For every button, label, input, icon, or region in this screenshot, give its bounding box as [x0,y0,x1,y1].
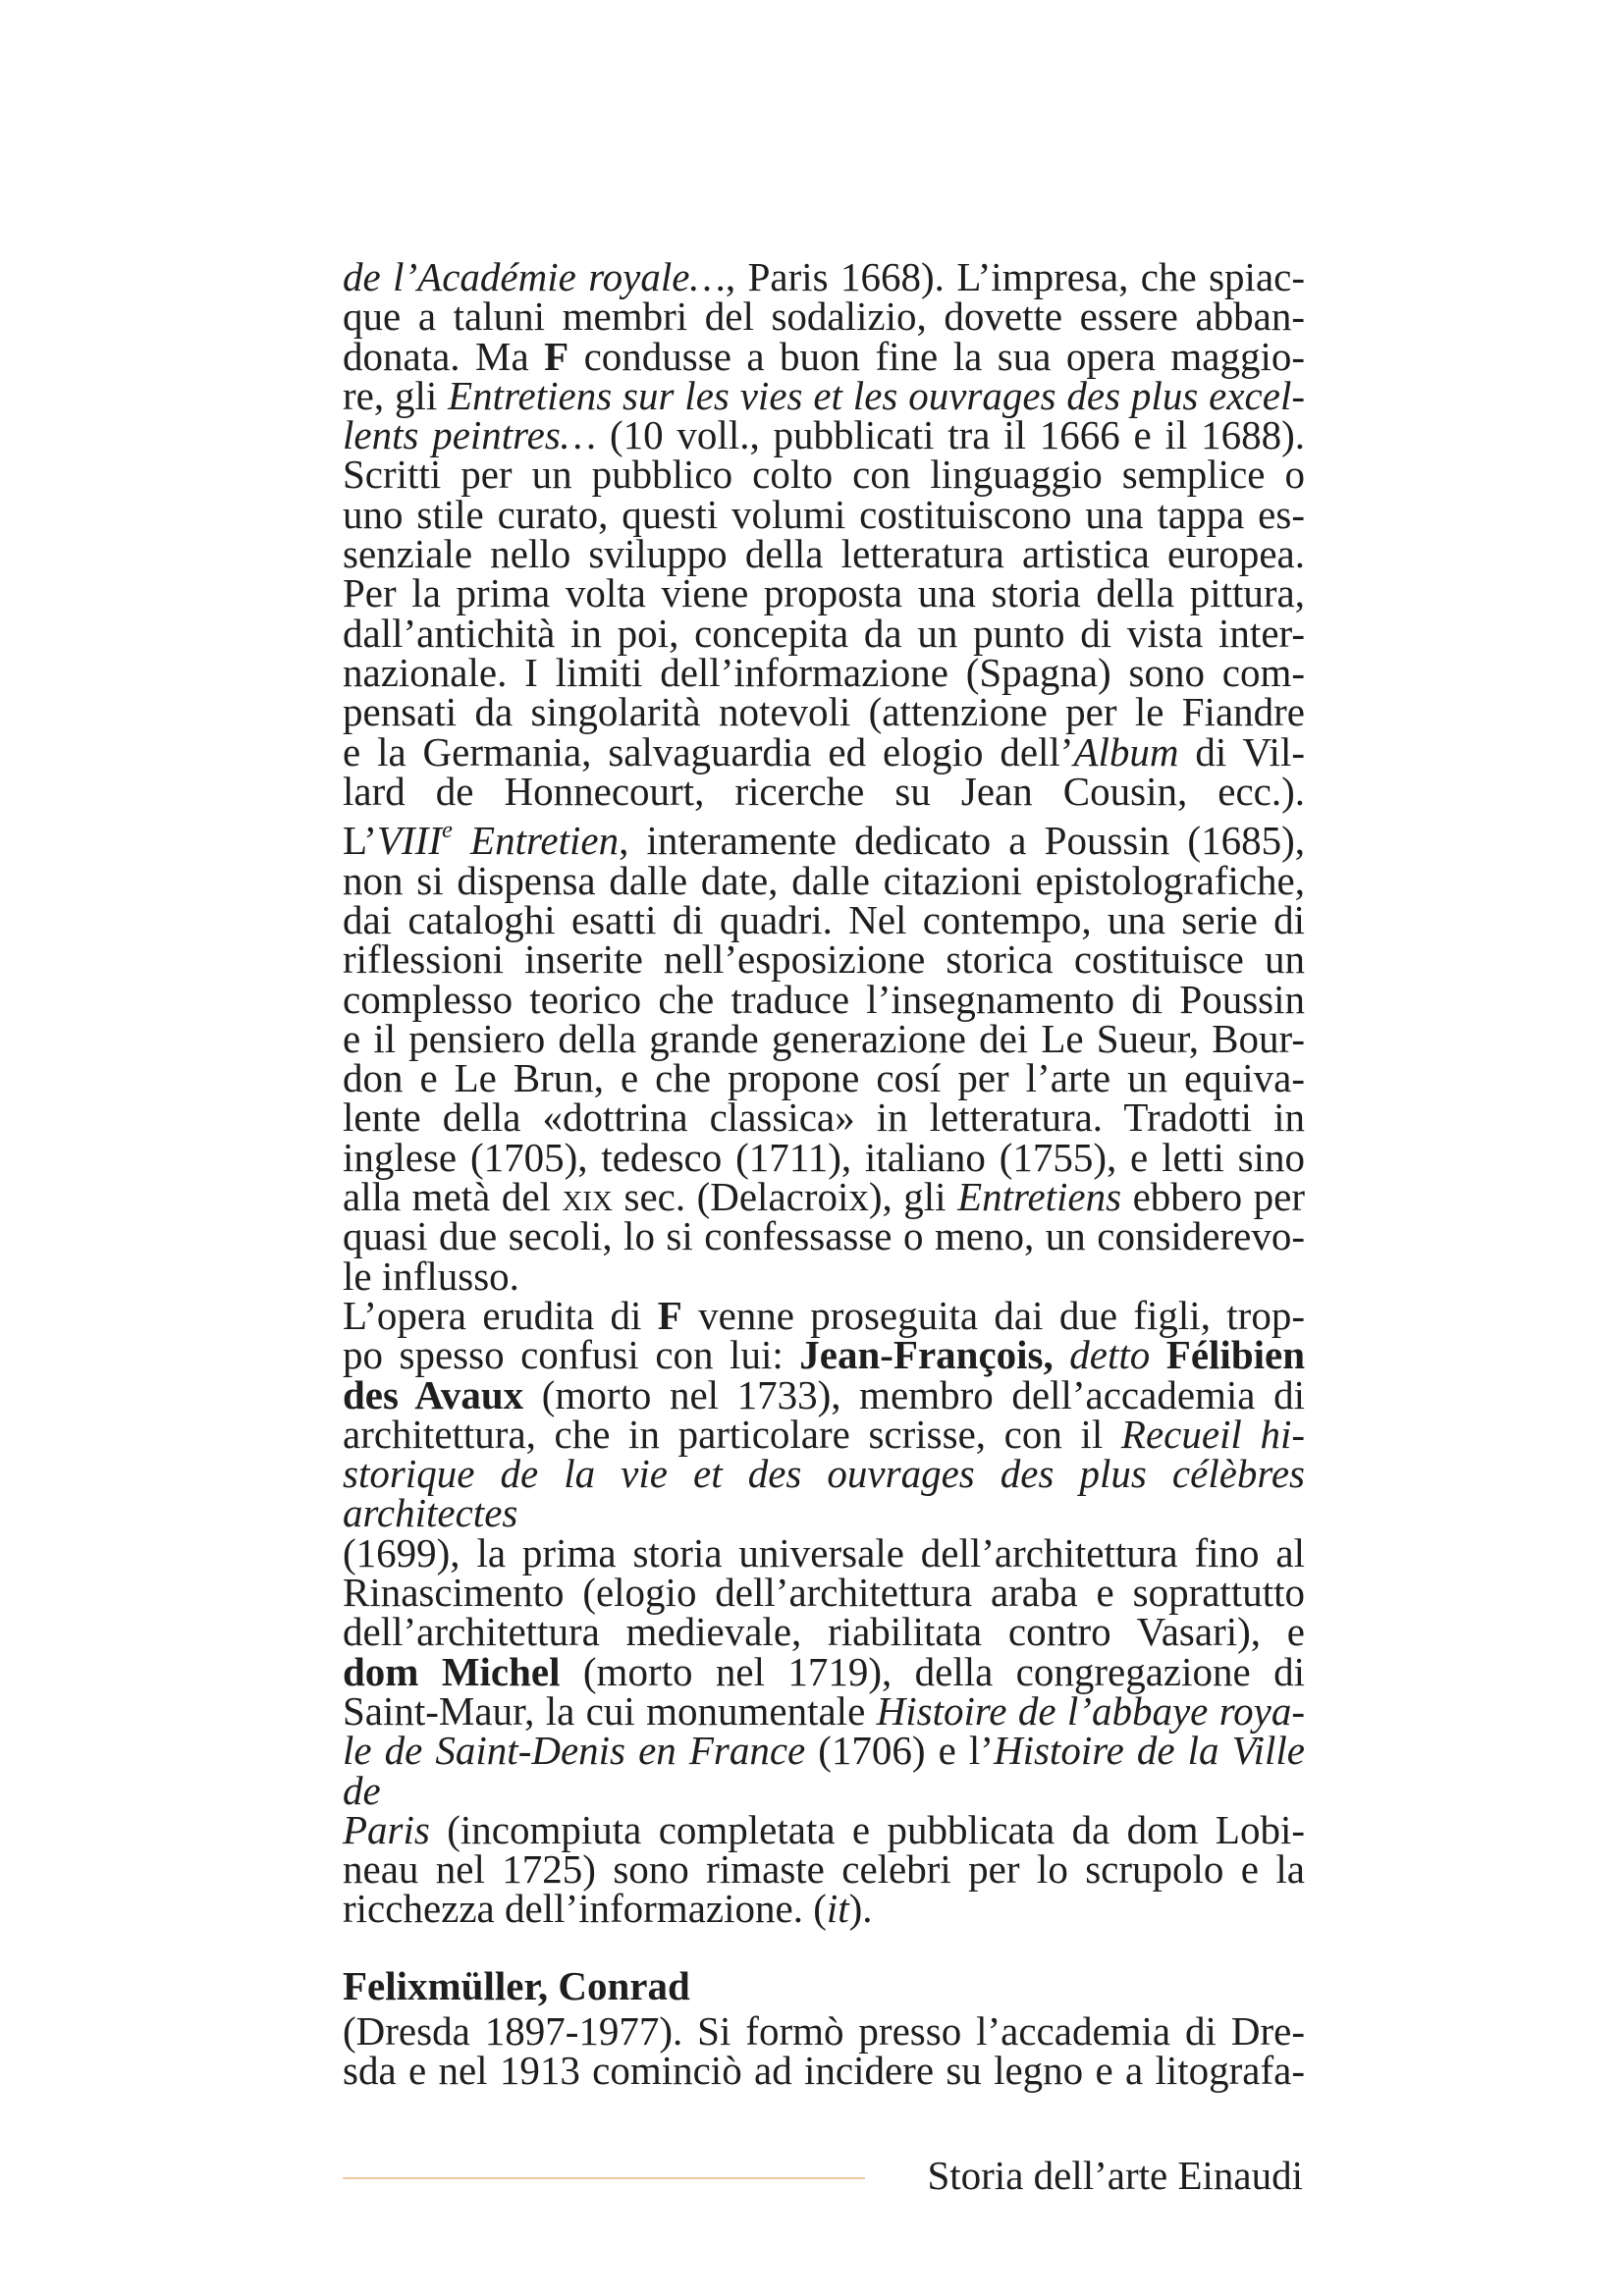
text-line: dai cataloghi esatti di quadri. Nel contempo, una serie di [343,896,1305,942]
text-line: le influsso. [343,1253,519,1299]
text-line: lente della «dottrina classica» in letteratura. Tradotti in [343,1095,1305,1141]
text-line: Per la prima volta viene proposta una storia della pittura, [343,570,1305,616]
text-line: don e Le Brun, e che propone cosí per l’arte un equiva- [343,1055,1305,1101]
entry-heading: Felixmüller, Conrad [343,1962,690,2008]
text-line: Rinascimento (elogio dell’architettura araba e soprattutto [343,1570,1305,1616]
text-line: re, gli Entretiens sur les vies et les ouvrages des plus excel- [343,372,1305,418]
text-line: neau nel 1725) sono rimaste celebri per lo scrupolo e la [343,1846,1305,1893]
text-line: Saint-Maur, la cui monumentale Histoire de l’abbaye roya- [343,1687,1305,1734]
text-line: complesso teorico che traduce l’insegnamento di Poussin [343,976,1305,1022]
text-line: donata. Ma F condusse a buon fine la sua opera maggio- [343,333,1305,379]
text-line: que a taluni membri del sodalizio, dovette essere abban- [343,294,1305,340]
text-column [343,254,1306,2094]
paragraph-2 [343,1292,1306,1932]
entry-paragraph [343,2007,1305,2094]
text-line: alla metà del xix sec. (Delacroix), gli Entretiens ebbero per [343,1174,1305,1220]
text-line: sda e nel 1913 cominciò ad incidere su legno e a litografa- [343,2048,1305,2094]
text-line: L’opera erudita di F venne proseguita dai due figli, trop- [343,1292,1305,1338]
text-line: storique de la vie et des ouvrages des plus célèbres architectes [343,1451,1305,1536]
text-line: (Dresda 1897-1977). Si formò presso l’accademia di Dre- [343,2007,1305,2054]
paragraph-1 [343,254,1305,1299]
text-line: Scritti per un pubblico colto con linguaggio semplice o [343,452,1305,498]
text-line: L’VIIIe Entretien, interamente dedicato a Poussin (1685), [343,817,1305,864]
text-line: dall’antichità in poi, concepita da un punto di vista inter- [343,610,1305,656]
text-line: lents peintres… (10 voll., pubblicati tra il 1666 e il 1688). [343,412,1305,458]
text-line: (1699), la prima storia universale dell’architettura fino al [343,1529,1305,1575]
text-line: architettura, che in particolare scrisse, con il Recueil hi- [343,1411,1305,1457]
text-line: dell’architettura medievale, riabilitata contro Vasari), e [343,1609,1305,1655]
text-line: e il pensiero della grande generazione dei Le Sueur, Bour- [343,1015,1305,1061]
text-line: pensati da singolarità notevoli (attenzione per le Fiandre [343,689,1305,735]
footer-publisher: Storia dell’arte Einaudi [927,2153,1303,2198]
text-line: senziale nello sviluppo della letteratura artistica europea. [343,531,1305,577]
text-line: lard de Honnecourt, ricerche su Jean Cousin, ecc.). [343,768,1305,814]
text-line: non si dispensa dalle date, dalle citazioni epistolografiche, [343,857,1305,903]
text-line: dom Michel (morto nel 1719), della congregazione di [343,1648,1305,1694]
text-line: nazionale. I limiti dell’informazione (Spagna) sono com- [343,649,1305,695]
text-line: le de Saint-Denis en France (1706) e l’Histoire de la Ville de [343,1728,1305,1813]
text-line: inglese (1705), tedesco (1711), italiano (1755), e letti sino [343,1134,1305,1180]
text-line: Paris (incompiuta completata e pubblicata da dom Lobi- [343,1806,1305,1852]
text-line: uno stile curato, questi volumi costituiscono una tappa es- [343,491,1305,537]
text-line: des Avaux (morto nel 1733), membro dell’accademia di [343,1371,1305,1417]
text-line: riflessioni inserite nell’esposizione storica costituisce un [343,936,1305,983]
footer-rule [343,2177,865,2179]
text-line: e la Germania, salvaguardia ed elogio dell’Album di Vil- [343,728,1305,774]
text-line: ricchezza dell’informazione. (it). [343,1886,873,1932]
text-line: po spesso confusi con lui: Jean-François, detto Félibien [343,1332,1306,1378]
text-line: de l’Académie royale…, Paris 1668). L’impresa, che spiac- [343,254,1305,299]
text-line: quasi due secoli, lo si confessasse o meno, un considerevo- [343,1213,1305,1259]
